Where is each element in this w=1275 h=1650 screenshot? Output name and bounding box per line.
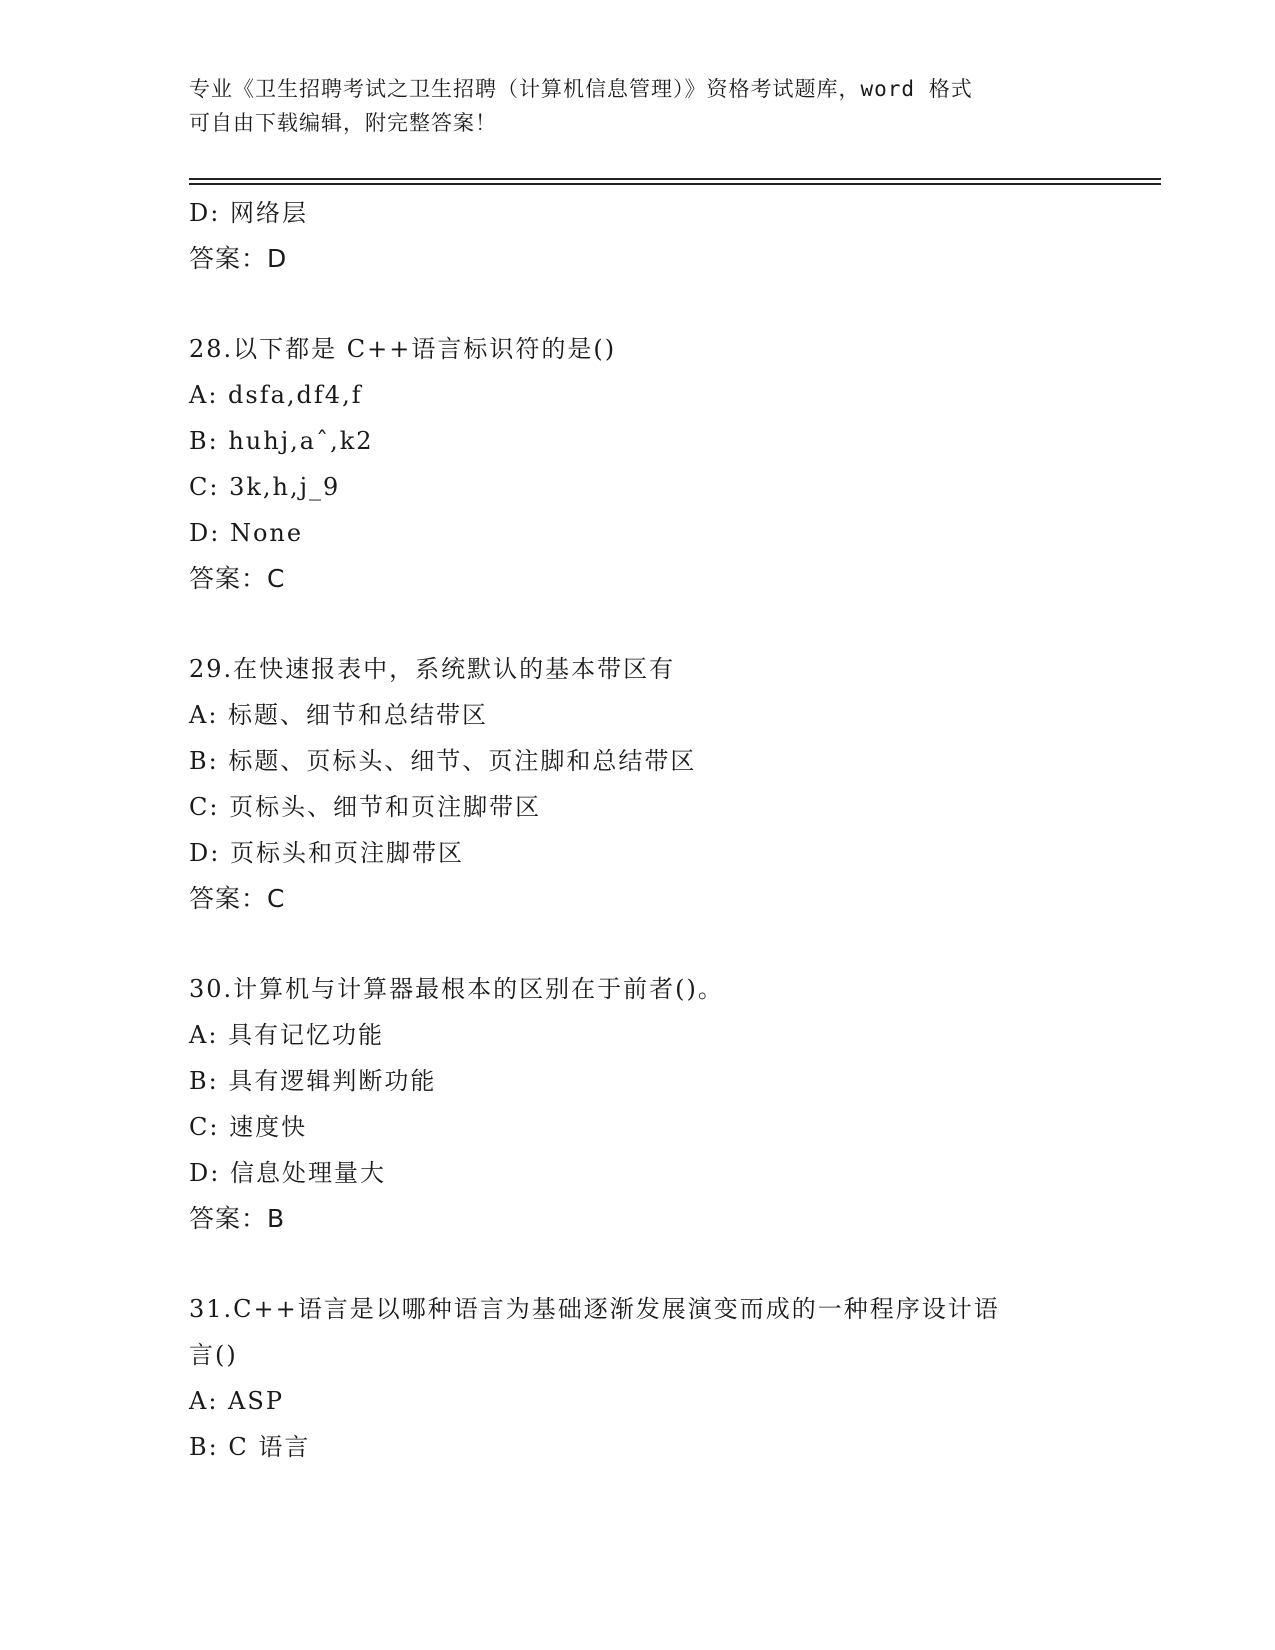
option-d: D: None — [189, 519, 304, 547]
question-28 — [189, 326, 1089, 602]
option-a: A: 具有记忆功能 — [189, 1021, 385, 1049]
spacer — [189, 1242, 1089, 1286]
question-title: 29.在快速报表中，系统默认的基本带区有 — [189, 655, 676, 683]
header-rule-bottom — [189, 183, 1161, 185]
answer-line: 答案：C — [189, 564, 286, 593]
question-30 — [189, 966, 1089, 1242]
question-31 — [189, 1286, 1089, 1470]
option-c: C: 速度快 — [189, 1113, 308, 1141]
answer-line: 答案：B — [189, 1204, 286, 1233]
spacer — [189, 282, 1089, 326]
header-line-1: 专业《卫生招聘考试之卫生招聘（计算机信息管理）》资格考试题库，word 格式 — [189, 77, 973, 101]
spacer — [189, 602, 1089, 646]
question-list — [189, 190, 1089, 1470]
answer-line: 答案：D — [189, 244, 288, 273]
option-a: A: dsfa,df4,f — [189, 381, 363, 409]
header-rule-top — [189, 178, 1161, 180]
question-title: 30.计算机与计算器最根本的区别在于前者()。 — [189, 975, 724, 1003]
option-b: B: 标题、页标头、细节、页注脚和总结带区 — [189, 747, 697, 775]
carry-over-question — [189, 190, 1089, 282]
question-29 — [189, 646, 1089, 922]
option-c: C: 页标头、细节和页注脚带区 — [189, 793, 542, 821]
question-title-continued: 言() — [189, 1341, 238, 1369]
spacer — [189, 922, 1089, 966]
option-b: B: huhj,aˆ,k2 — [189, 427, 374, 455]
option-a: A: ASP — [189, 1387, 284, 1415]
option-d: D: 页标头和页注脚带区 — [189, 839, 464, 867]
option-b: B: C 语言 — [189, 1433, 311, 1461]
answer-line: 答案：C — [189, 884, 286, 913]
option-b: B: 具有逻辑判断功能 — [189, 1067, 437, 1095]
option-c: C: 3k,h,j_9 — [189, 473, 341, 501]
document-header — [189, 72, 1089, 140]
question-title: 28.以下都是 C++语言标识符的是() — [189, 335, 617, 363]
option-a: A: 标题、细节和总结带区 — [189, 701, 489, 729]
header-line-2: 可自由下载编辑，附完整答案！ — [189, 111, 497, 135]
option-d: D: 网络层 — [189, 199, 308, 227]
question-title: 31.C++语言是以哪种语言为基础逐渐发展演变而成的一种程序设计语 — [189, 1295, 1000, 1323]
option-d: D: 信息处理量大 — [189, 1159, 386, 1187]
